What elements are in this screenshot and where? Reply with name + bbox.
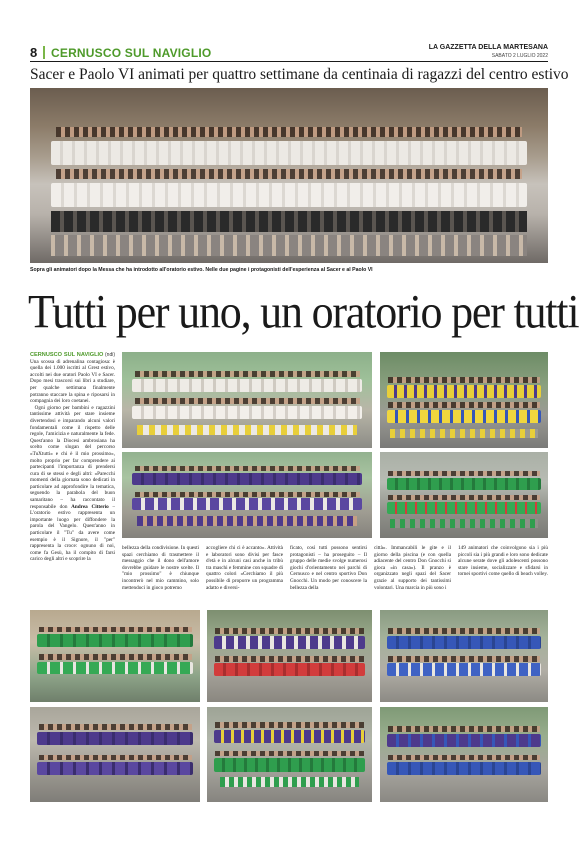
article-column-6: 149 animatori che coinvolgono sia i più piccoli sia i più grandi e loro sono dedicate alcune serate dove gli adolescenti possono stare insieme, socializzare e sfidarsi in tornei sportivi come quello di beach volley. (458, 545, 548, 578)
photo-caption: Sopra gli animatori dopo la Messa che ha introdotto all'oratorio estivo. Nelle due pagine i protagonisti dell'esperienza al Sacer e al Paolo VI (30, 267, 373, 273)
group-photo-navy-team (380, 707, 548, 802)
group-photo-blue-team (380, 610, 548, 702)
main-group-photo (30, 88, 548, 263)
group-photo-white-shirts (122, 352, 372, 448)
group-photo-red-team (207, 610, 372, 702)
group-photo-purple-team (30, 707, 200, 802)
headline: Tutti per uno, un oratorio per tutti (28, 285, 579, 339)
paragraph: Una scossa di adrenalina contagiosa: è quella dei 1.000 iscritti al Grest estivo, accolti nei due oratori Paolo VI e Sacer. Dopo mesi trascorsi sui libri a studiare, per qualche settimana finalmente potranno staccare la spina e riposarsi in compagnia dei loro coetanei. (30, 358, 115, 405)
group-photo-yellow-shirts (380, 352, 548, 448)
group-photo-purple-shirts (122, 452, 372, 538)
article-column-3: accogliere chi ci è accanto». Attività e laboratori sono divisi per fasce d'età e in alcuni casi anche in tribù tra maschi e femmine con squadre di quattro colori «Cerchiamo il più possibile di proporre un programma adatto e diversi- (206, 545, 283, 591)
kicker: Sacer e Paolo VI animati per quattro settimane da centinaia di ragazzi del centro estivo (30, 66, 569, 83)
masthead: LA GAZZETTA DELLA MARTESANA (428, 44, 548, 51)
article-column-1 (30, 352, 115, 602)
byline: CERNUSCO SUL NAVIGLIO (30, 352, 104, 358)
article-column-5: città». Immancabili le gite e il giorno della piscina (e con quella adiacente del centro Don Gnocchi si gioca «in casa»). Il pranzo è organizzato negli spazi del Sacer grazie al supporto dei tantissimi volontari. Una marcia in più sono i (374, 545, 451, 591)
section-divider (43, 46, 45, 59)
byline-tag: (ndi) (105, 352, 115, 358)
article-column-4: ficato, così tutti possono sentirsi protagonisti – ha proseguito – Il gruppo delle medie svolge numerosi giochi d'orientamento nei parchi di Cernusco e nel centro sportivo Don Gnocchi. Un modo per conoscere la bellezza della (290, 545, 367, 591)
group-photo-mixed-team (207, 707, 372, 802)
paragraph: Ogni giorno per bambini e ragazzini tantissime attività per stare insieme divertendosi e imparando alcuni valori fondamentali come il rispetto delle regole, l'amicizia e naturalmente la fede. Quest'anno la Diocesi ambrosiana ha scelto come slogan del percorso «TuXtutti» e chi è il mio prossimo», molto proprio per far comprendere ai partecipanti l'importanza di prendersi cura di se stessi e degli altri: «Parecchi momenti della giornata sono dedicati in particolare ad approfondire la tematica, seguendo la parabola del buon samaritano – ha raccontato il responsabile don (30, 404, 115, 510)
page-number: 8 (30, 45, 38, 60)
issue-date: SABATO 2 LUGLIO 2022 (491, 53, 548, 59)
article-column-2: bellezza della condivisione. In questi spazi cerchiamo di trasmettere il messaggio che il dono dell'amore dovrebbe guidare le nostre scelte. Il "mio prossimo" è chiunque incontrerò nel mio cammino, solo mettendoci in gioco potremo (122, 545, 199, 591)
person-name: Andrea Citterio (71, 503, 109, 510)
section-title: CERNUSCO SUL NAVIGLIO (51, 46, 212, 60)
group-photo-green-shirts (380, 452, 548, 538)
header-rule (30, 61, 548, 62)
paragraph: – L'oratorio estivo rappresenta un importante luogo per diffondere la parola del Vangelo. Quest'anno in particolare il "Tu" da avere come esempio è il Signore, il "per" rappresenta la croce: ognuno di noi, come fa Gesù, ha il compito di farsi carico degli altri e scoprire la (30, 503, 115, 563)
group-photo-green-team (30, 610, 200, 702)
